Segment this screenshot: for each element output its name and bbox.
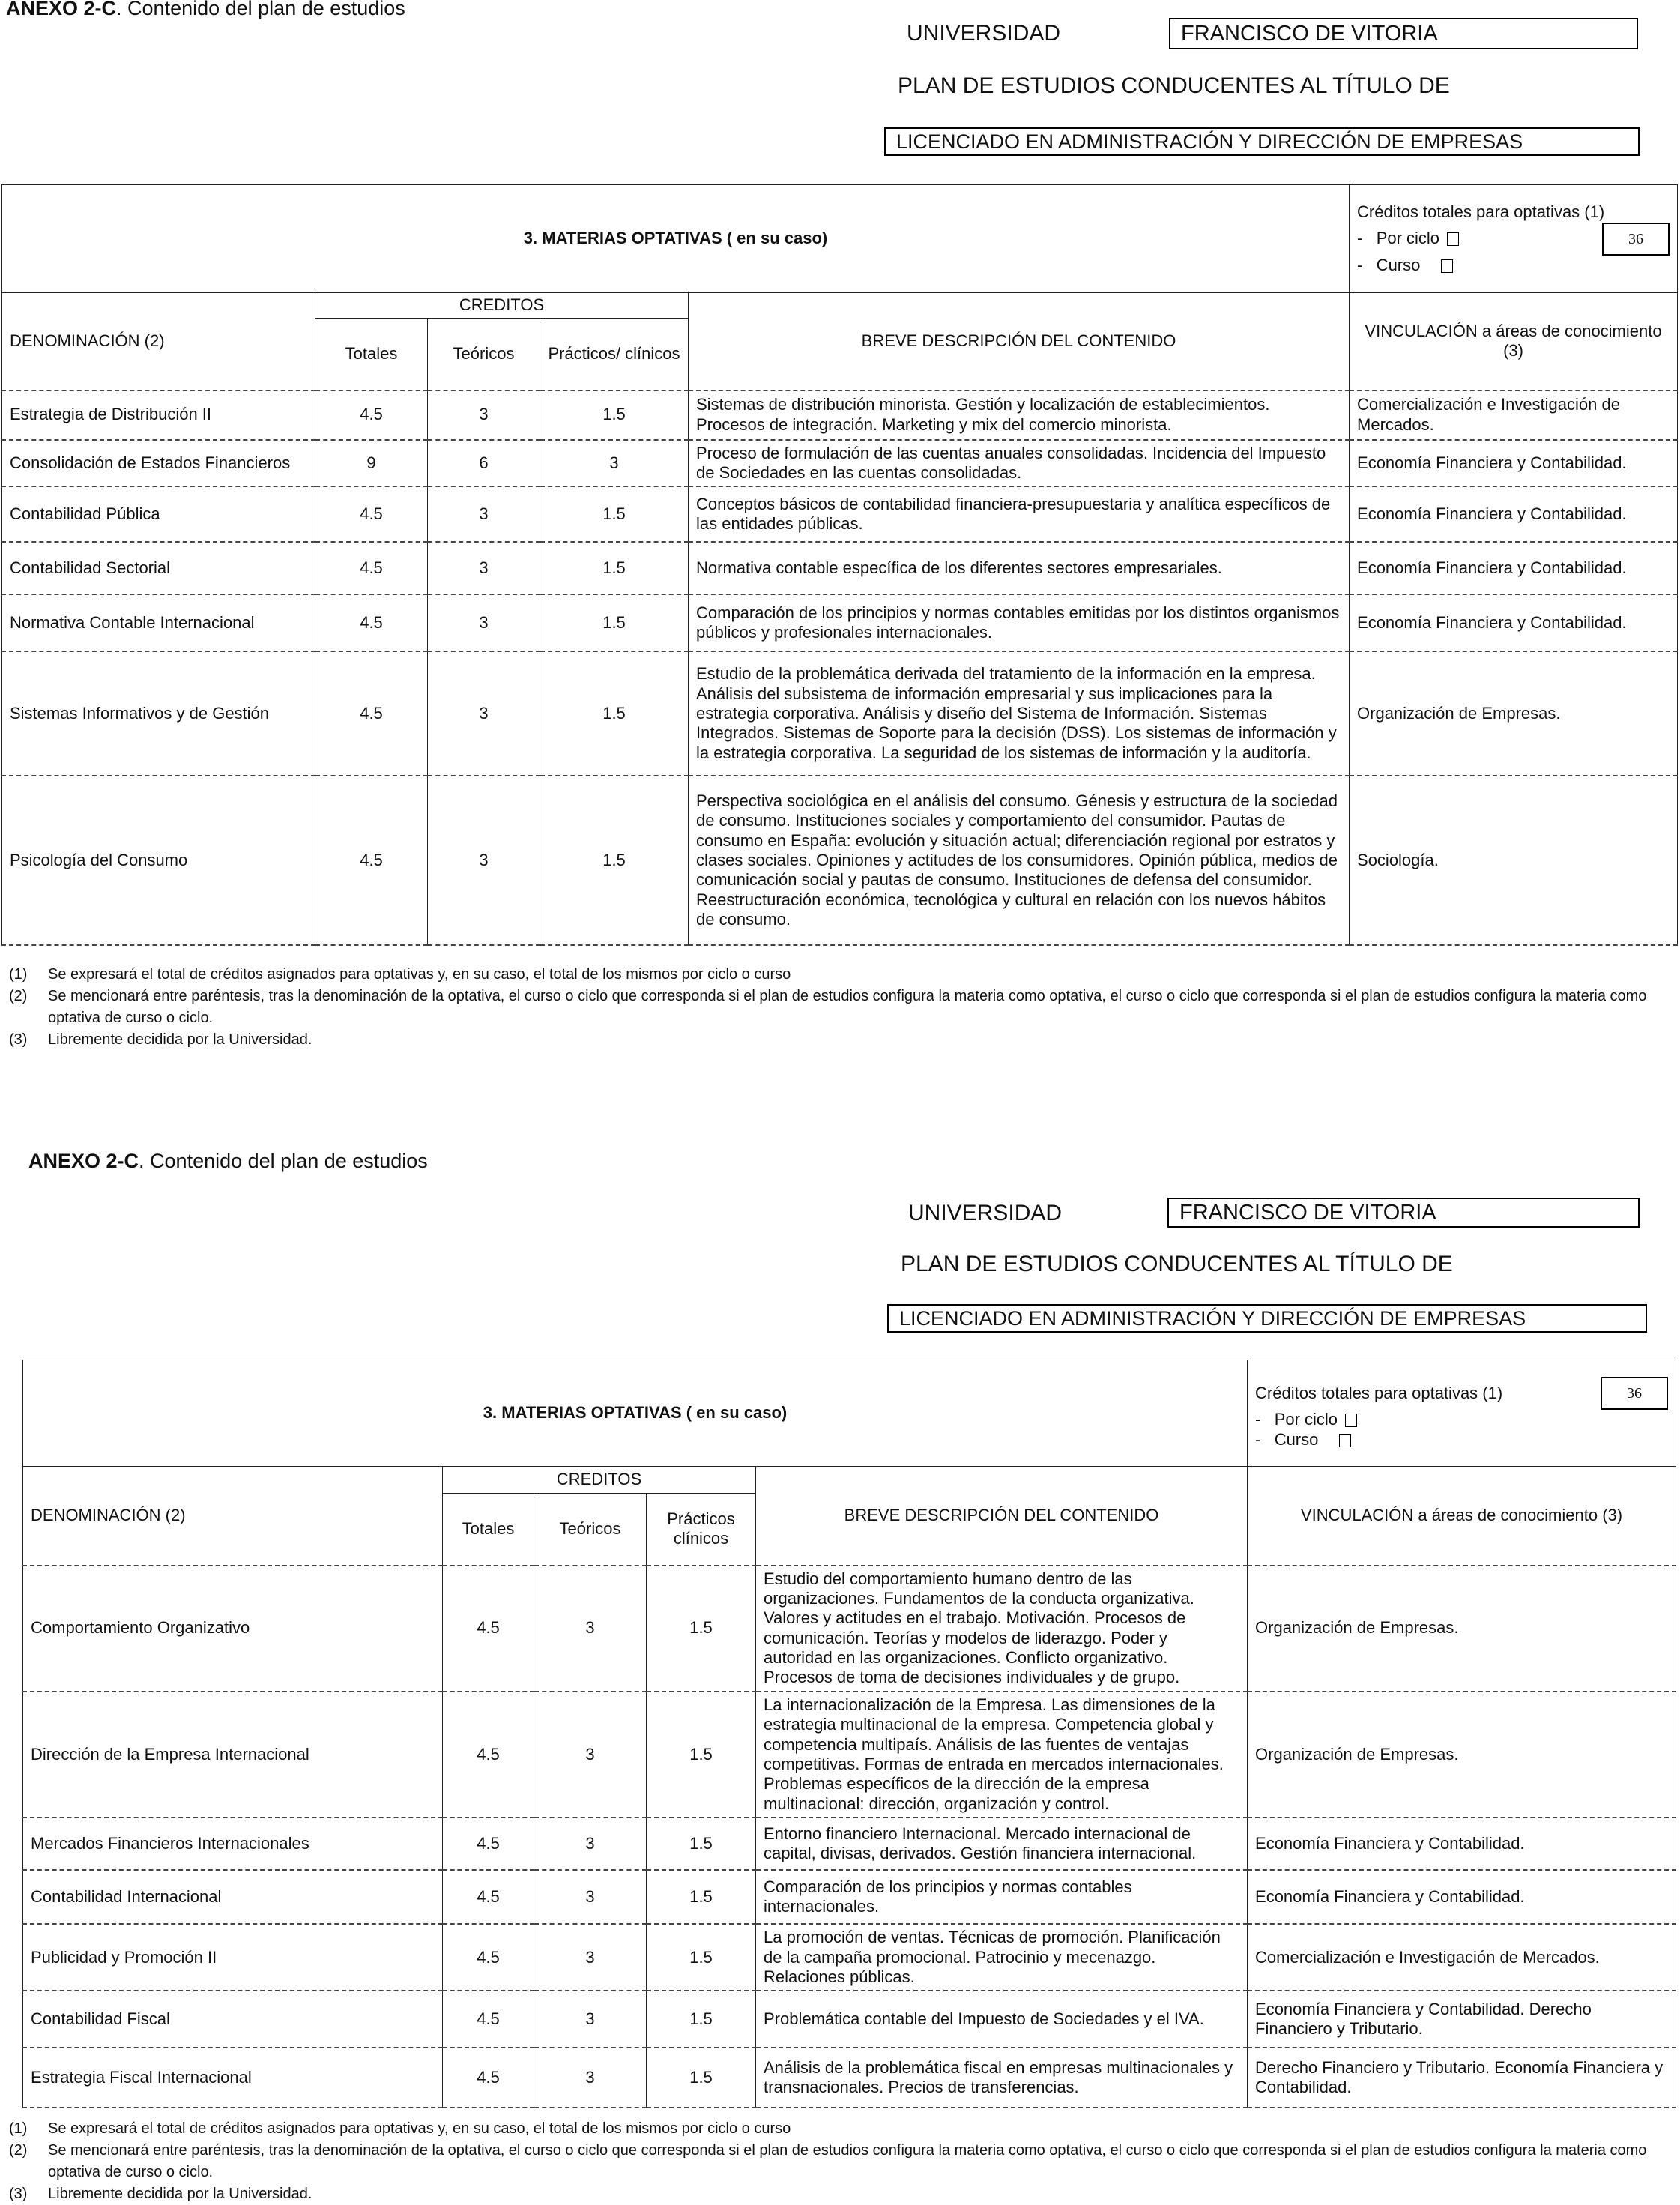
por-ciclo-checkbox xyxy=(1345,1414,1357,1427)
totales: 4.5 xyxy=(443,1692,534,1818)
descripcion: Estudio del comportamiento humano dentro de las organizaciones. Fundamentos de la conducta organizativa. Valores y actitudes en el trabajo. Motivación. Procesos de comunicación. Teorías y modelos de liderazgo. Poder y autoridad en las organizaciones. Conflicto organizativo. Procesos de toma de decisiones individuales y de grupo. xyxy=(756,1566,1248,1692)
footnote-text: Se mencionará entre paréntesis, tras la denominación de la optativa, el curso o ciclo que corresponda si el plan de estudios configura la materia como optativa, el curso o ciclo que corresponda si el plan de estudios configura la materia como optativa de curso o ciclo. xyxy=(48,2142,1647,2180)
creditos-totales-label: Créditos totales para optativas (1) xyxy=(1357,202,1605,222)
table-row xyxy=(2,776,1678,945)
creditos-totales-label: Créditos totales para optativas (1) xyxy=(1255,1383,1503,1402)
practicos: 1.5 xyxy=(540,651,689,776)
footnote xyxy=(9,2118,1658,2140)
por-ciclo-label: Por ciclo xyxy=(1376,229,1440,248)
practicos: 1.5 xyxy=(647,1692,756,1818)
optativas-table xyxy=(22,1360,1676,2108)
footnote-number: (1) xyxy=(9,966,28,983)
totales: 4.5 xyxy=(315,651,428,776)
practicos: 1.5 xyxy=(540,542,689,594)
vinculacion: Comercialización e Investigación de Mercados. xyxy=(1248,1924,1676,1991)
descripcion: Normativa contable específica de los diferentes sectores empresariales. xyxy=(689,542,1350,594)
creditos-value: 36 xyxy=(1602,223,1670,256)
vinculacion: Economía Financiera y Contabilidad. xyxy=(1350,440,1678,487)
descripcion: Estudio de la problemática derivada del tratamiento de la información en la empresa. Análisis del subsistema de información empresarial y sus implicaciones para la estrategia corporativa. Análisis y diseño del Sistema de Información. Sistemas Integrados. Sistemas de Soporte para la decisión (DSS). Los sistemas de información y la estrategia corporativa. La seguridad de los sistemas de información y la auditoría. xyxy=(689,651,1350,776)
teoricos: 3 xyxy=(428,651,540,776)
descripcion: Análisis de la problemática fiscal en empresas multinacionales y transnacionales. Precios de transferencias. xyxy=(756,2048,1248,2108)
footnote xyxy=(9,964,1658,986)
universidad-value: FRANCISCO DE VITORIA xyxy=(1169,18,1638,49)
denominacion: Publicidad y Promoción II xyxy=(23,1924,443,1991)
table-row xyxy=(2,486,1678,542)
footnote-text: Libremente decidida por la Universidad. xyxy=(48,1031,312,1048)
optativas-table xyxy=(1,184,1678,946)
totales: 4.5 xyxy=(443,1924,534,1991)
descripcion: La internacionalización de la Empresa. Las dimensiones de la estrategia multinacional de la empresa. Competencia global y competencia multipaís. Análisis de las fuentes de ventajas competitivas. Formas de entrada en mercados internacionales. Problemas específicos de la dirección de la empresa multinacional: dirección, organización y control. xyxy=(756,1692,1248,1818)
vinculacion: Organización de Empresas. xyxy=(1248,1692,1676,1818)
practicos: 1.5 xyxy=(647,1818,756,1870)
col-totales: Totales xyxy=(443,1494,534,1566)
vinculacion: Organización de Empresas. xyxy=(1350,651,1678,776)
denominacion: Estrategia de Distribución II xyxy=(2,390,315,440)
table-row xyxy=(23,1692,1676,1818)
vinculacion: Economía Financiera y Contabilidad. xyxy=(1350,594,1678,651)
teoricos: 3 xyxy=(534,1991,647,2048)
footnote xyxy=(9,1029,1658,1051)
descripcion: La promoción de ventas. Técnicas de promoción. Planificación de la campaña promocional. Patrocinio y mecenazgo. Relaciones públicas. xyxy=(756,1924,1248,1991)
teoricos: 3 xyxy=(428,776,540,945)
footnote-number: (1) xyxy=(9,2120,28,2137)
practicos: 1.5 xyxy=(540,390,689,440)
practicos: 1.5 xyxy=(540,594,689,651)
practicos: 1.5 xyxy=(647,2048,756,2108)
creditos-totales-cell: Créditos totales para optativas (1) 36 - Por ciclo - Curso xyxy=(1248,1360,1676,1467)
table-row xyxy=(2,594,1678,651)
col-vinculacion: VINCULACIÓN a áreas de conocimiento (3) xyxy=(1350,293,1678,390)
practicos: 3 xyxy=(540,440,689,487)
vinculacion: Organización de Empresas. xyxy=(1248,1566,1676,1692)
teoricos: 3 xyxy=(428,486,540,542)
footnote-number: (2) xyxy=(9,988,28,1004)
teoricos: 3 xyxy=(428,542,540,594)
totales: 9 xyxy=(315,440,428,487)
footnote xyxy=(9,2140,1658,2183)
teoricos: 3 xyxy=(428,594,540,651)
footnote-number: (3) xyxy=(9,1031,28,1048)
vinculacion: Economía Financiera y Contabilidad. xyxy=(1248,1870,1676,1924)
col-denominacion: DENOMINACIÓN (2) xyxy=(23,1467,443,1566)
denominacion: Dirección de la Empresa Internacional xyxy=(23,1692,443,1818)
col-totales: Totales xyxy=(315,319,428,390)
footnote-text: Se expresará el total de créditos asignados para optativas y, en su caso, el total de los mismos por ciclo o curso xyxy=(48,966,791,983)
vinculacion: Economía Financiera y Contabilidad. xyxy=(1350,542,1678,594)
denominacion: Contabilidad Internacional xyxy=(23,1870,443,1924)
teoricos: 3 xyxy=(534,1818,647,1870)
table-row xyxy=(23,1991,1676,2048)
table-row xyxy=(23,1924,1676,1991)
practicos: 1.5 xyxy=(647,1870,756,1924)
vinculacion: Economía Financiera y Contabilidad. xyxy=(1248,1818,1676,1870)
col-teoricos: Teóricos xyxy=(428,319,540,390)
vinculacion: Sociología. xyxy=(1350,776,1678,945)
anexo-heading: ANEXO 2-C. Contenido del plan de estudios xyxy=(6,0,405,19)
descripcion: Entorno financiero Internacional. Mercado internacional de capital, divisas, derivados. Gestión financiera internacional. xyxy=(756,1818,1248,1870)
denominacion: Sistemas Informativos y de Gestión xyxy=(2,651,315,776)
footnote-text: Libremente decidida por la Universidad. xyxy=(48,2186,312,2202)
teoricos: 3 xyxy=(534,2048,647,2108)
creditos-totales-cell: Créditos totales para optativas (1) - Por ciclo 36 - Curso xyxy=(1350,185,1678,293)
totales: 4.5 xyxy=(315,486,428,542)
curso-label: Curso xyxy=(1274,1429,1319,1449)
descripcion: Problemática contable del Impuesto de Sociedades y el IVA. xyxy=(756,1991,1248,2048)
practicos: 1.5 xyxy=(647,1924,756,1991)
denominacion: Normativa Contable Internacional xyxy=(2,594,315,651)
col-practicos: Prácticos/ clínicos xyxy=(540,319,689,390)
col-denominacion: DENOMINACIÓN (2) xyxy=(2,293,315,390)
por-ciclo-label: Por ciclo xyxy=(1274,1410,1338,1429)
table-row xyxy=(2,440,1678,487)
titulo-value: LICENCIADO EN ADMINISTRACIÓN Y DIRECCIÓN DE EMPRESAS xyxy=(887,1304,1647,1333)
footnotes xyxy=(9,2118,1658,2205)
footnote-number: (2) xyxy=(9,2142,28,2159)
rows xyxy=(2,390,1678,946)
denominacion: Contabilidad Fiscal xyxy=(23,1991,443,2048)
totales: 4.5 xyxy=(443,1818,534,1870)
plan-label: PLAN DE ESTUDIOS CONDUCENTES AL TÍTULO DE xyxy=(901,1252,1453,1276)
table-row xyxy=(2,390,1678,440)
footnote-text: Se mencionará entre paréntesis, tras la denominación de la optativa, el curso o ciclo que corresponda si el plan de estudios configura la materia como optativa, el curso o ciclo que corresponda si el plan de estudios configura la materia como optativa de curso o ciclo. xyxy=(48,988,1647,1026)
footnote xyxy=(9,986,1658,1029)
totales: 4.5 xyxy=(315,390,428,440)
plan-label: PLAN DE ESTUDIOS CONDUCENTES AL TÍTULO DE xyxy=(898,73,1450,98)
por-ciclo-checkbox xyxy=(1447,232,1459,246)
denominacion: Consolidación de Estados Financieros xyxy=(2,440,315,487)
universidad-label: UNIVERSIDAD xyxy=(908,1201,1063,1225)
descripcion: Sistemas de distribución minorista. Gestión y localización de establecimientos. Procesos de integración. Marketing y mix del comercio minorista. xyxy=(689,390,1350,440)
materias-title: 3. MATERIAS OPTATIVAS ( en su caso) xyxy=(2,185,1350,293)
totales: 4.5 xyxy=(315,776,428,945)
denominacion: Estrategia Fiscal Internacional xyxy=(23,2048,443,2108)
teoricos: 3 xyxy=(428,390,540,440)
table-row xyxy=(23,2048,1676,2108)
descripcion: Perspectiva sociológica en el análisis del consumo. Génesis y estructura de la sociedad de consumo. Instituciones sociales y comportamiento del consumidor. Pautas de consumo en España: evolución y situación actual; diferenciación regional por estratos y clases sociales. Opiniones y actitudes de los consumidores. Opinión pública, medios de comunicación social y pautas de consumo. Instituciones de defensa del consumidor. Reestructuración económica, tecnológica y cultural en relación con los nuevos hábitos de consumo. xyxy=(689,776,1350,945)
anexo-heading: ANEXO 2-C. Contenido del plan de estudios xyxy=(28,1150,428,1172)
table-row xyxy=(23,1870,1676,1924)
table-row xyxy=(23,1566,1676,1692)
descripcion: Comparación de los principios y normas contables internacionales. xyxy=(756,1870,1248,1924)
denominacion: Contabilidad Pública xyxy=(2,486,315,542)
teoricos: 6 xyxy=(428,440,540,487)
totales: 4.5 xyxy=(443,1566,534,1692)
footnote-text: Se expresará el total de créditos asignados para optativas y, en su caso, el total de los mismos por ciclo o curso xyxy=(48,2120,791,2137)
creditos-value: 36 xyxy=(1601,1377,1668,1410)
table-row xyxy=(2,651,1678,776)
col-creditos: CREDITOS xyxy=(315,293,689,319)
curso-checkbox xyxy=(1339,1434,1351,1447)
teoricos: 3 xyxy=(534,1924,647,1991)
vinculacion: Economía Financiera y Contabilidad. Derecho Financiero y Tributario. xyxy=(1248,1991,1676,2048)
materias-title: 3. MATERIAS OPTATIVAS ( en su caso) xyxy=(23,1360,1248,1467)
practicos: 1.5 xyxy=(647,1566,756,1692)
titulo-value: LICENCIADO EN ADMINISTRACIÓN Y DIRECCIÓN DE EMPRESAS xyxy=(884,127,1640,156)
denominacion: Comportamiento Organizativo xyxy=(23,1566,443,1692)
descripcion: Conceptos básicos de contabilidad financiera-presupuestaria y analítica específicos de las entidades públicas. xyxy=(689,486,1350,542)
table-row xyxy=(2,542,1678,594)
footnote-number: (3) xyxy=(9,2186,28,2202)
vinculacion: Comercialización e Investigación de Mercados. xyxy=(1350,390,1678,440)
col-creditos: CREDITOS xyxy=(443,1467,756,1494)
descripcion: Proceso de formulación de las cuentas anuales consolidadas. Incidencia del Impuesto de Sociedades en las cuentas consolidadas. xyxy=(689,440,1350,487)
totales: 4.5 xyxy=(443,1870,534,1924)
totales: 4.5 xyxy=(443,2048,534,2108)
col-teoricos: Teóricos xyxy=(534,1494,647,1566)
curso-checkbox xyxy=(1441,259,1453,273)
universidad-value: FRANCISCO DE VITORIA xyxy=(1167,1198,1640,1228)
footnote xyxy=(9,2183,1658,2205)
denominacion: Psicología del Consumo xyxy=(2,776,315,945)
totales: 4.5 xyxy=(315,542,428,594)
practicos: 1.5 xyxy=(540,776,689,945)
col-vinculacion: VINCULACIÓN a áreas de conocimiento (3) xyxy=(1248,1467,1676,1566)
table-row xyxy=(23,1818,1676,1870)
col-practicos: Prácticos clínicos xyxy=(647,1494,756,1566)
practicos: 1.5 xyxy=(540,486,689,542)
vinculacion: Economía Financiera y Contabilidad. xyxy=(1350,486,1678,542)
col-descripcion: BREVE DESCRIPCIÓN DEL CONTENIDO xyxy=(756,1467,1248,1566)
rows xyxy=(23,1566,1676,2108)
teoricos: 3 xyxy=(534,1870,647,1924)
col-descripcion: BREVE DESCRIPCIÓN DEL CONTENIDO xyxy=(689,293,1350,390)
teoricos: 3 xyxy=(534,1692,647,1818)
denominacion: Mercados Financieros Internacionales xyxy=(23,1818,443,1870)
practicos: 1.5 xyxy=(647,1991,756,2048)
totales: 4.5 xyxy=(443,1991,534,2048)
denominacion: Contabilidad Sectorial xyxy=(2,542,315,594)
footnotes xyxy=(9,964,1658,1051)
totales: 4.5 xyxy=(315,594,428,651)
vinculacion: Derecho Financiero y Tributario. Economía Financiera y Contabilidad. xyxy=(1248,2048,1676,2108)
universidad-label: UNIVERSIDAD xyxy=(907,21,1061,46)
descripcion: Comparación de los principios y normas contables emitidas por los distintos organismos públicos y profesionales internacionales. xyxy=(689,594,1350,651)
curso-label: Curso xyxy=(1376,255,1421,274)
teoricos: 3 xyxy=(534,1566,647,1692)
